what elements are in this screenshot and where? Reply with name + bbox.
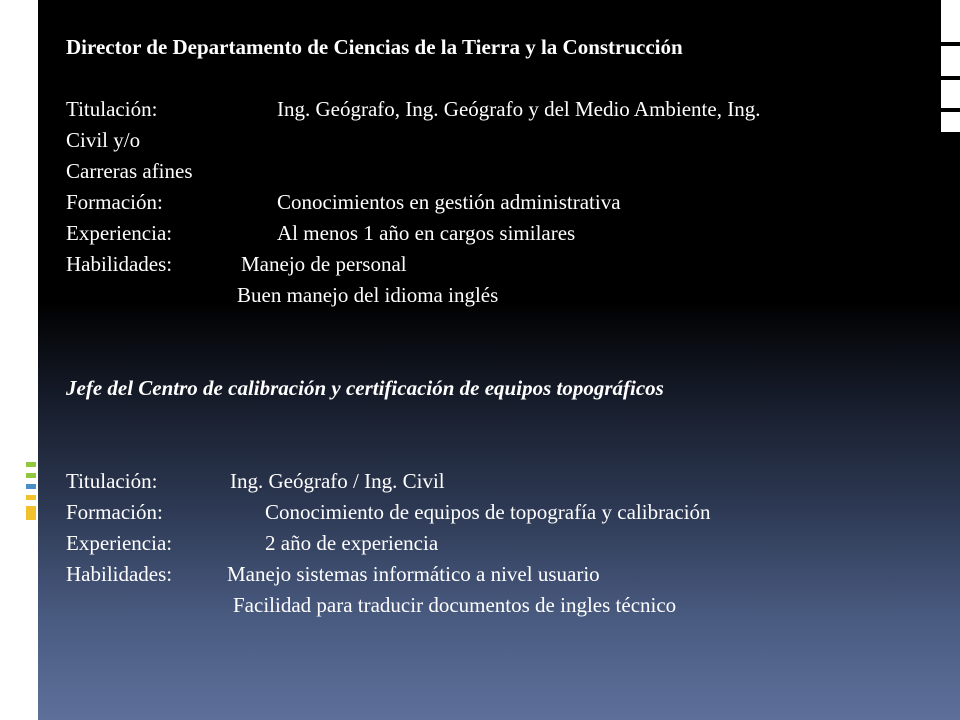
slide-content bbox=[66, 32, 926, 621]
section1-titulacion-label: Titulación: bbox=[66, 97, 158, 121]
section2-experiencia-row bbox=[66, 528, 926, 559]
left-accent-green bbox=[26, 462, 36, 467]
section1-title: Director de Departamento de Ciencias de la Tierra y la Construcción bbox=[66, 35, 683, 59]
section1-habilidades-row2 bbox=[66, 280, 926, 311]
section2-titulacion-row bbox=[66, 466, 926, 497]
right-stripe bbox=[941, 80, 960, 108]
section2-habilidades-value1: Manejo sistemas informático a nivel usuario bbox=[227, 562, 600, 586]
section1-formacion-value: Conocimientos en gestión administrativa bbox=[277, 190, 621, 214]
section1-titulacion-value: Ing. Geógrafo, Ing. Geógrafo y del Medio Ambiente, Ing. bbox=[277, 97, 761, 121]
section2-titulacion-value: Ing. Geógrafo / Ing. Civil bbox=[230, 469, 445, 493]
section1-experiencia-label: Experiencia: bbox=[66, 221, 173, 245]
right-decoration bbox=[941, 0, 960, 720]
section1-habilidades-label: Habilidades: bbox=[66, 252, 173, 276]
section2-formacion-value: Conocimiento de equipos de topografía y calibración bbox=[265, 500, 711, 524]
section1-titulacion-cont1: Civil y/o bbox=[66, 128, 141, 152]
section2-formacion-label: Formación: bbox=[66, 500, 163, 524]
section2-experiencia-value: 2 año de experiencia bbox=[265, 531, 439, 555]
left-accent-green bbox=[26, 473, 36, 478]
section2-title: Jefe del Centro de calibración y certificación de equipos topográficos bbox=[66, 376, 664, 400]
section2-experiencia-label: Experiencia: bbox=[66, 531, 173, 555]
section1-habilidades-value1: Manejo de personal bbox=[241, 252, 407, 276]
left-accent-blue bbox=[26, 484, 36, 489]
left-decoration bbox=[0, 0, 38, 720]
right-stripe bbox=[941, 46, 960, 76]
section2-formacion-row bbox=[66, 497, 926, 528]
section1-formacion-label: Formación: bbox=[66, 190, 163, 214]
section1-experiencia-row bbox=[66, 218, 926, 249]
section1-titulacion-cont2: Carreras afines bbox=[66, 159, 193, 183]
section1-formacion-row bbox=[66, 187, 926, 218]
section1-experiencia-value: Al menos 1 año en cargos similares bbox=[277, 221, 576, 245]
section1-titulacion-row bbox=[66, 94, 926, 125]
section2-habilidades-label: Habilidades: bbox=[66, 562, 173, 586]
section2-habilidades-row bbox=[66, 559, 926, 590]
left-accent-yellow bbox=[26, 495, 36, 500]
left-accent-yellow bbox=[26, 506, 36, 520]
section1-habilidades-row bbox=[66, 249, 926, 280]
section2-titulacion-label: Titulación: bbox=[66, 469, 158, 493]
right-stripe bbox=[941, 0, 960, 42]
section2-habilidades-value2: Facilidad para traducir documentos de ingles técnico bbox=[233, 593, 677, 617]
section1-habilidades-value2: Buen manejo del idioma inglés bbox=[237, 283, 499, 307]
section2-habilidades-row2 bbox=[66, 590, 926, 621]
right-stripe bbox=[941, 112, 960, 132]
